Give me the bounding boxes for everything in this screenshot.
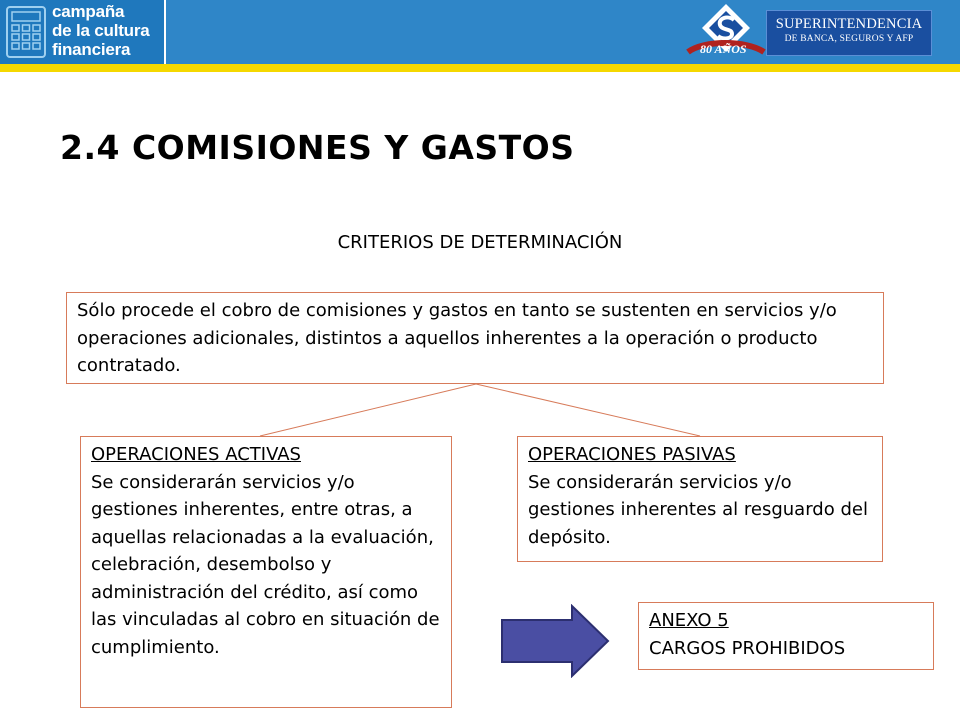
active-operations-text: Se considerarán servicios y/o gestiones inherentes, entre otras, a aquellas relacionadas a la evaluación, celebración, desembolso y administración del crédito, así como las vinculadas al cobro en situación de cumplimiento.	[91, 471, 440, 658]
annex-box	[638, 602, 934, 670]
page-title: 2.4 COMISIONES Y GASTOS	[60, 128, 575, 167]
active-operations-box	[80, 436, 452, 708]
institution-subtitle: DE BANCA, SEGUROS Y AFP	[784, 34, 914, 44]
right-arrow-icon	[500, 604, 612, 678]
criteria-box	[66, 292, 884, 384]
passive-operations-heading: OPERACIONES PASIVAS	[528, 444, 736, 465]
passive-operations-box	[517, 436, 883, 562]
annex-text: CARGOS PROHIBIDOS	[649, 637, 846, 659]
criteria-text: Sólo procede el cobro de comisiones y gastos en tanto se sustenten en servicios y/o operaciones adicionales, distintos a aquellos inherentes a la operación o producto contratado.	[77, 300, 837, 376]
passive-operations-text: Se considerarán servicios y/o gestiones inherentes al resguardo del depósito.	[528, 471, 868, 548]
campaign-line-1: campaña	[52, 2, 125, 21]
campaign-line-3: financiera	[52, 40, 131, 59]
anniversary-label: 80 AÑOS	[700, 42, 747, 56]
section-subtitle: CRITERIOS DE DETERMINACIÓN	[337, 232, 623, 253]
annex-heading: ANEXO 5	[649, 610, 729, 631]
institution-name: SUPERINTENDENCIA	[775, 16, 923, 32]
campaign-line-2: de la cultura	[52, 21, 150, 40]
active-operations-heading: OPERACIONES ACTIVAS	[91, 444, 301, 465]
